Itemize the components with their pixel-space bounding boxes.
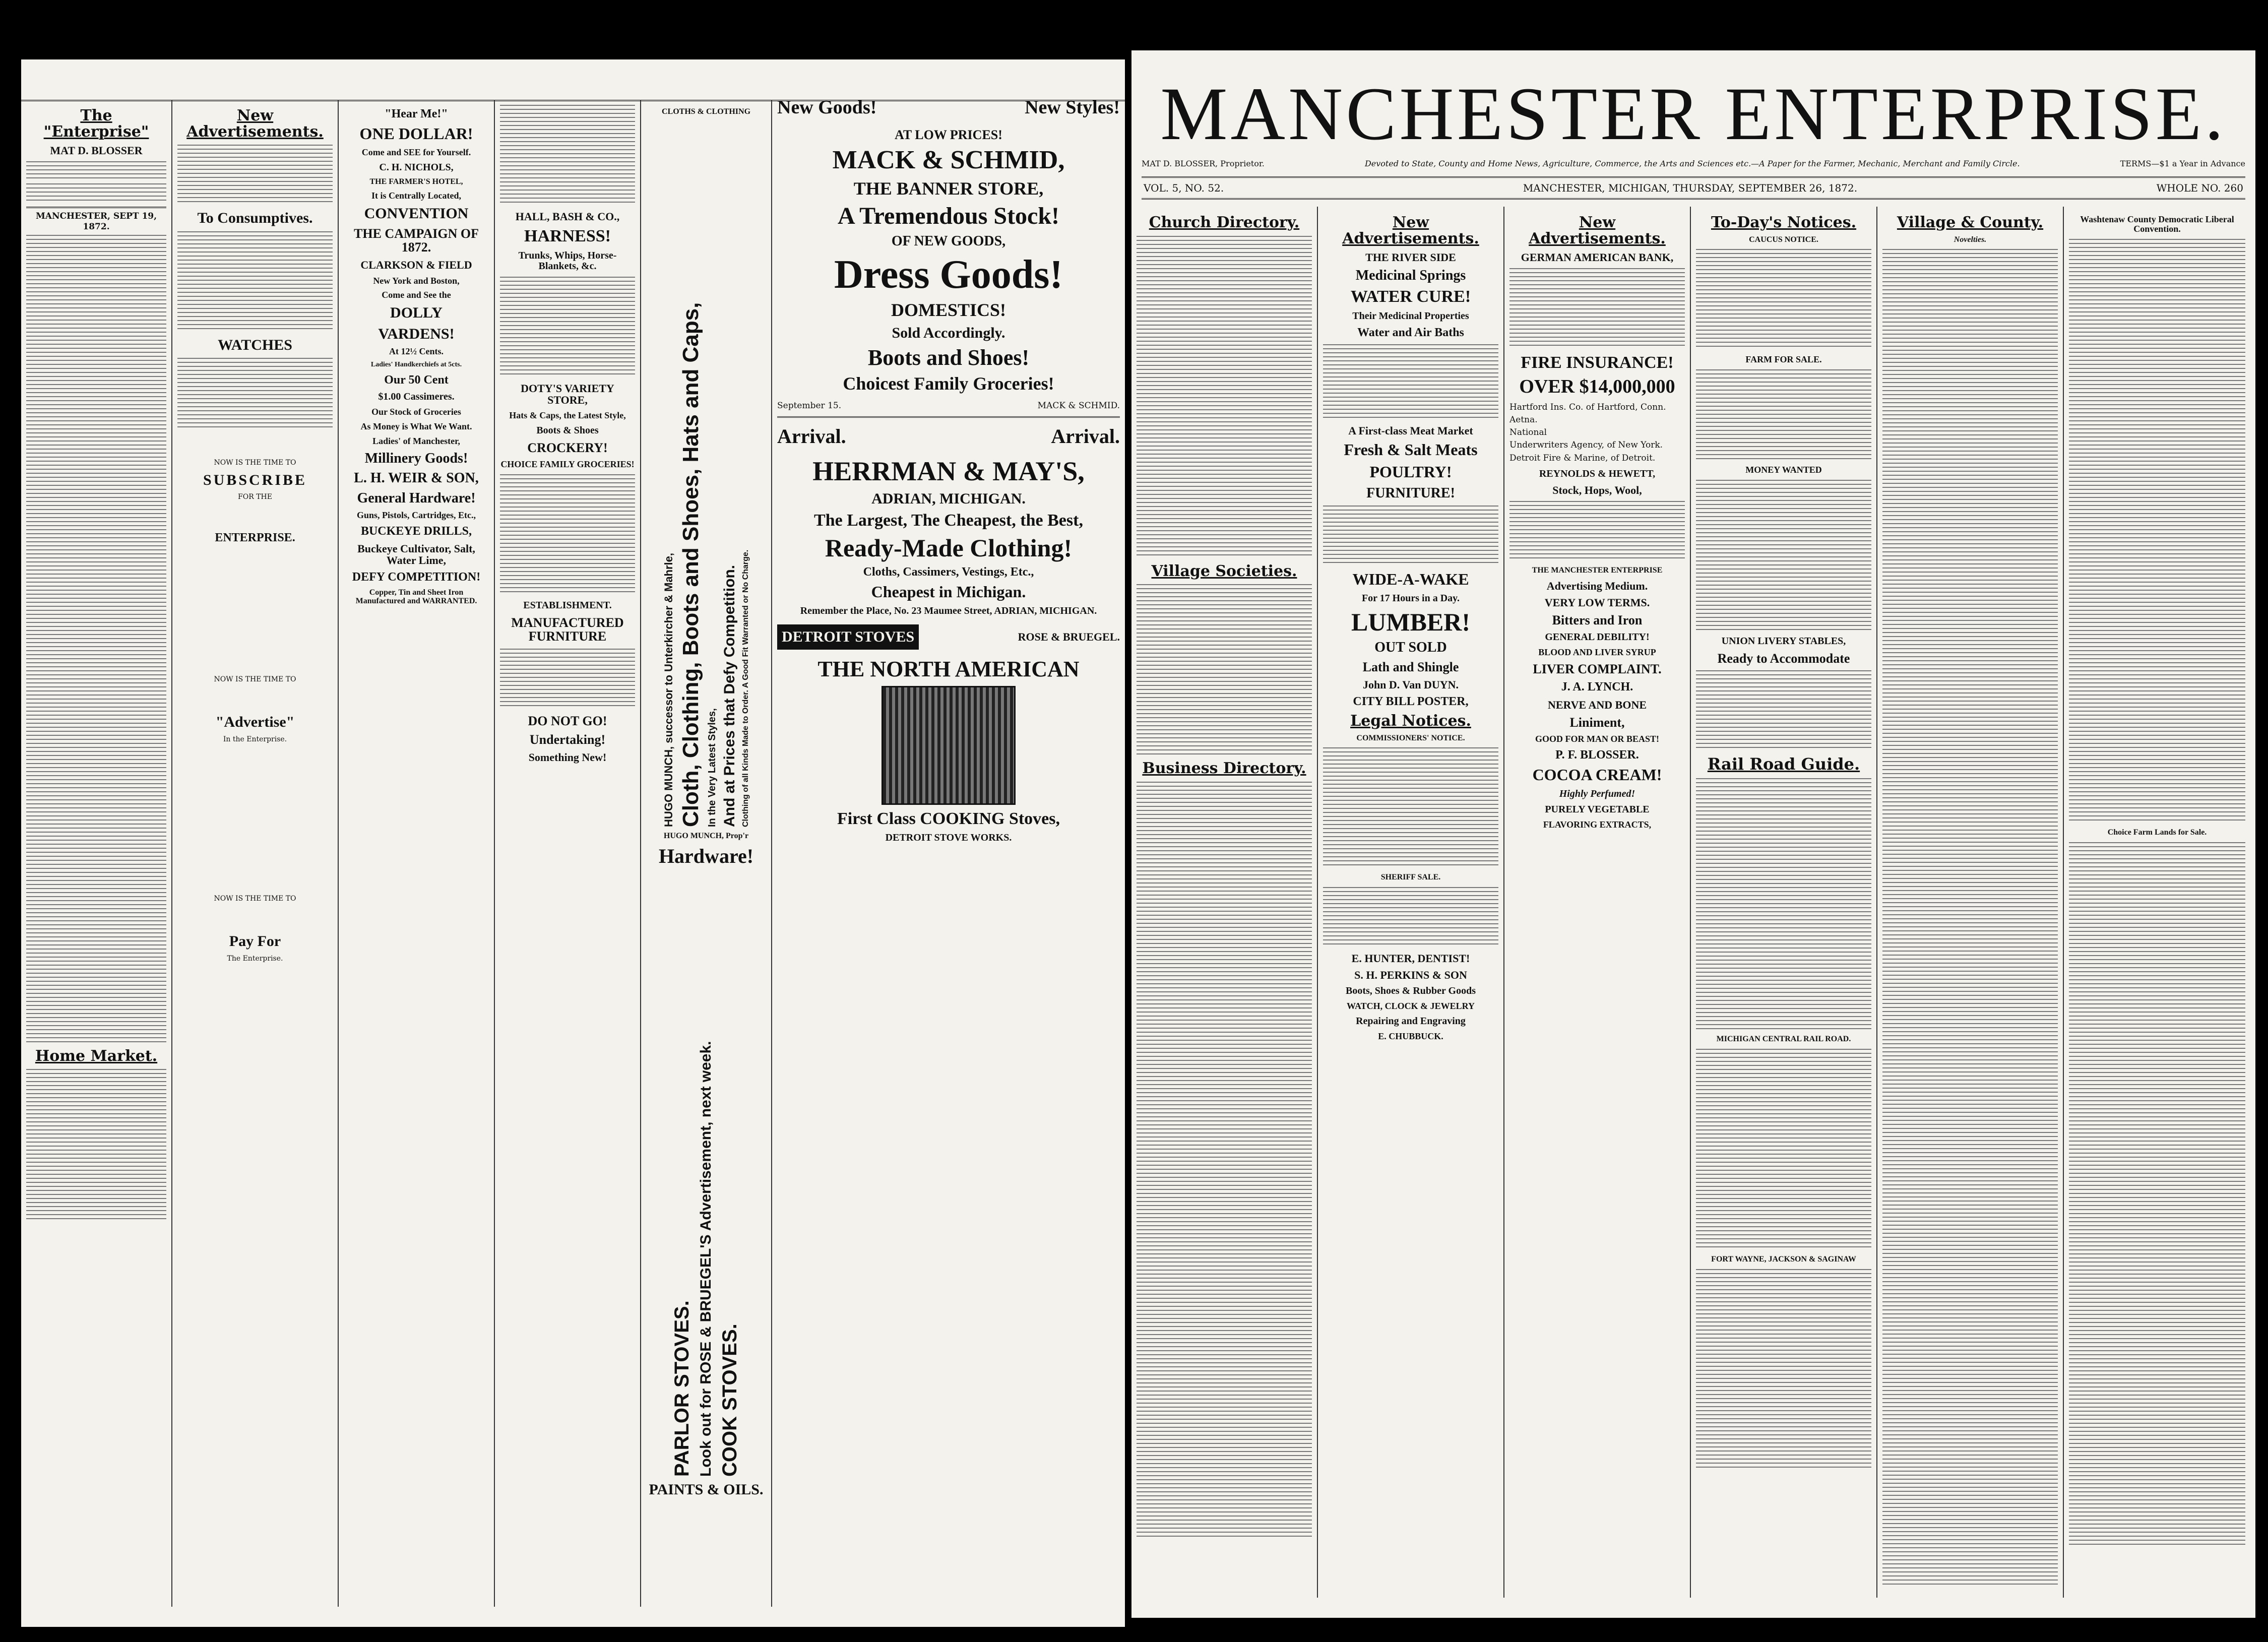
mack-schmid: MACK & SCHMID, bbox=[832, 146, 1065, 175]
defy-competition-vertical: And at Prices that Defy Competition. bbox=[721, 564, 738, 827]
perkins-son: S. H. PERKINS & SON bbox=[1354, 969, 1467, 982]
now-is-time-1: NOW IS THE TIME TO bbox=[214, 459, 296, 467]
ad-text bbox=[1323, 506, 1498, 566]
choice-groceries: CHOICE FAMILY GROCERIES! bbox=[500, 459, 635, 470]
stock-hops-wool: Stock, Hops, Wool, bbox=[1552, 483, 1642, 496]
fort-wayne: FORT WAYNE, JACKSON & SAGINAW bbox=[1711, 1254, 1856, 1264]
weir-son: L. H. WEIR & SON, bbox=[354, 470, 479, 486]
new-goods: New Goods! bbox=[777, 97, 877, 118]
stock-groceries: Our Stock of Groceries bbox=[371, 407, 461, 417]
dolly: DOLLY bbox=[390, 304, 443, 322]
advertising-medium: Advertising Medium. bbox=[1546, 579, 1648, 592]
one-dollar: ONE DOLLAR! bbox=[359, 124, 473, 143]
whole-number: WHOLE NO. 260 bbox=[2156, 182, 2243, 194]
ad-text bbox=[177, 231, 333, 332]
dateline-bar bbox=[1142, 176, 2245, 200]
bitters-iron: Bitters and Iron bbox=[1552, 613, 1643, 627]
clothing-made-vertical: Clothing of all Kinds Made to Order. A Good Fit Warranted or No Charge. bbox=[741, 549, 750, 827]
cloths-clothing-label: CLOTHS & CLOTHING bbox=[661, 107, 751, 116]
farm-for-sale: FARM FOR SALE. bbox=[1745, 354, 1822, 365]
proprietor: MAT D. BLOSSER, Proprietor. bbox=[1142, 159, 1265, 168]
left-column-5 bbox=[641, 100, 772, 1607]
herrman-mays: HERRMAN & MAY'S, bbox=[812, 456, 1085, 486]
convention: CONVENTION bbox=[364, 205, 469, 222]
right-column-4 bbox=[1691, 207, 1877, 1598]
ad-text bbox=[1509, 501, 1685, 561]
now-is-time-2: NOW IS THE TIME TO bbox=[214, 675, 296, 684]
medicinal-springs: Medicinal Springs bbox=[1355, 268, 1466, 284]
village-societies: Village Societies. bbox=[1151, 562, 1297, 580]
caucus-notice: CAUCUS NOTICE. bbox=[1749, 235, 1818, 244]
buckeye-cultivator: Buckeye Cultivator, Salt, Water Lime, bbox=[357, 542, 475, 567]
left-newspaper-page bbox=[21, 59, 1125, 1627]
pf-blosser: P. F. BLOSSER. bbox=[1555, 748, 1639, 762]
hugo-munch-vertical: HUGO MUNCH, successor to Unterkircher & Mahrle, bbox=[662, 552, 675, 827]
low-prices: AT LOW PRICES! bbox=[895, 127, 1002, 142]
manchester-enterprise-ad: THE MANCHESTER ENTERPRISE bbox=[1532, 566, 1663, 575]
tremendous-stock: A Tremendous Stock! bbox=[837, 202, 1060, 229]
right-column-1 bbox=[1131, 207, 1318, 1598]
timetable bbox=[1696, 1049, 1871, 1250]
notice-text bbox=[1696, 670, 1871, 751]
ad-text bbox=[500, 277, 635, 377]
right-column-6 bbox=[2064, 207, 2250, 1598]
money-want: As Money is What We Want. bbox=[360, 421, 472, 431]
general-debility: GENERAL DEBILITY! bbox=[1545, 631, 1650, 643]
ad-text bbox=[500, 474, 635, 595]
aetna: Aetna. bbox=[1509, 414, 1538, 425]
watches-ad: WATCHES bbox=[218, 336, 292, 353]
enterprise-word: ENTERPRISE. bbox=[215, 531, 295, 545]
seventeen-hours: For 17 Hours in a Day. bbox=[1361, 592, 1460, 604]
remember-place: Remember the Place, No. 23 Maumee Street, ADRIAN, MICHIGAN. bbox=[800, 605, 1097, 617]
notice-text bbox=[1696, 480, 1871, 631]
liniment: Liniment, bbox=[1569, 715, 1625, 730]
enterprise-heading: The "Enterprise" bbox=[43, 107, 149, 141]
medicinal-properties: Their Medicinal Properties bbox=[1352, 310, 1469, 322]
church-list bbox=[1137, 236, 1312, 558]
right-column-2 bbox=[1318, 207, 1504, 1598]
ad-text bbox=[500, 649, 635, 709]
right-column-3 bbox=[1504, 207, 1691, 1598]
publisher-name: MAT D. BLOSSER bbox=[50, 144, 143, 157]
right-newspaper-page bbox=[1131, 50, 2255, 1618]
left-column-1 bbox=[21, 100, 172, 1607]
something-new: Something New! bbox=[528, 751, 607, 764]
defy-competition: DEFY COMPETITION! bbox=[352, 571, 481, 584]
masthead: MANCHESTER ENTERPRISE. bbox=[1160, 72, 2227, 156]
dateline: MANCHESTER, MICHIGAN, THURSDAY, SEPTEMBER 26, 1872. bbox=[1523, 182, 1858, 194]
church-directory: Church Directory. bbox=[1149, 214, 1300, 231]
first-class-cooking: First Class COOKING Stoves, bbox=[837, 809, 1060, 828]
twelve-cents: At 12½ Cents. bbox=[389, 346, 444, 357]
dress-goods: Dress Goods! bbox=[834, 252, 1063, 297]
liver-complaint: LIVER COMPLAINT. bbox=[1533, 662, 1662, 677]
tagline-row bbox=[1142, 159, 2245, 168]
out-sold: OUT SOLD bbox=[1374, 640, 1447, 656]
arrival-right: Arrival. bbox=[1051, 424, 1120, 448]
city-bill-poster: CITY BILL POSTER, bbox=[1353, 694, 1469, 708]
detroit-fire-marine: Detroit Fire & Marine, of Detroit. bbox=[1509, 453, 1656, 463]
fifty-cent: Our 50 Cent bbox=[384, 373, 449, 387]
farm-text bbox=[2069, 842, 2245, 1548]
new-styles: New Styles! bbox=[1025, 97, 1120, 118]
nerve-bone: NERVE AND BONE bbox=[1547, 698, 1647, 711]
cloths-cassimers: Cloths, Cassimers, Vestings, Etc., bbox=[863, 565, 1034, 579]
september-15: September 15. bbox=[777, 400, 842, 411]
notice-text bbox=[1696, 369, 1871, 460]
rates-table-cont bbox=[26, 183, 166, 204]
detroit-stove-works: DETROIT STOVE WORKS. bbox=[885, 832, 1012, 844]
commissioners-notice: COMMISSIONERS' NOTICE. bbox=[1356, 733, 1465, 742]
subscribe-word: SUBSCRIBE bbox=[203, 471, 307, 488]
devoted-line: Devoted to State, County and Home News, Agriculture, Commerce, the Arts and Sciences etc.—A Paper for the Farmer, Mechanic, Merchant and Family Circle. bbox=[1364, 159, 2020, 168]
sheriff-sale: SHERIFF SALE. bbox=[1380, 873, 1441, 882]
ad-text bbox=[177, 145, 333, 205]
notice-text bbox=[1696, 249, 1871, 350]
crockery: CROCKERY! bbox=[527, 440, 608, 455]
boots-and-shoes: Boots and Shoes! bbox=[867, 345, 1030, 370]
cheapest-michigan: Cheapest in Michigan. bbox=[871, 583, 1026, 601]
money-wanted: MONEY WANTED bbox=[1745, 465, 1822, 475]
rule bbox=[777, 416, 1120, 418]
now-is-time-3: NOW IS THE TIME TO bbox=[214, 895, 296, 903]
hardware-heading: Hardware! bbox=[658, 844, 754, 867]
home-market-heading: Home Market. bbox=[35, 1047, 158, 1065]
reynolds-hewett: REYNOLDS & HEWETT, bbox=[1539, 468, 1656, 479]
hugo-prop: HUGO MUNCH, Prop'r bbox=[663, 831, 749, 840]
choicest-groceries: Choicest Family Groceries! bbox=[843, 373, 1054, 394]
chubbuck: E. CHUBBUCK. bbox=[1378, 1031, 1443, 1042]
advertise-word: "Advertise" bbox=[215, 714, 295, 731]
river-side: THE RIVER SIDE bbox=[1365, 251, 1456, 264]
volume-number: VOL. 5, NO. 52. bbox=[1144, 182, 1224, 194]
detroit-stoves-logo: DETROIT STOVES bbox=[777, 624, 919, 650]
underwriters: Underwriters Agency, of New York. bbox=[1509, 440, 1663, 451]
lynch: J. A. LYNCH. bbox=[1561, 680, 1633, 694]
hear-me: "Hear Me!" bbox=[385, 107, 448, 120]
good-man-beast: GOOD FOR MAN OR BEAST! bbox=[1535, 734, 1659, 744]
banner-store: THE BANNER STORE, bbox=[853, 178, 1044, 199]
issue-date-line: MANCHESTER, SEPT 19, 1872. bbox=[35, 211, 157, 232]
legal-text bbox=[1323, 887, 1498, 948]
cocoa-cream: COCOA CREAM! bbox=[1532, 766, 1662, 784]
timetable bbox=[1696, 778, 1871, 1030]
ready-made-clothing: Ready-Made Clothing! bbox=[825, 533, 1073, 562]
farmers-hotel: THE FARMER'S HOTEL, bbox=[369, 177, 463, 186]
new-ads-heading-2: New Advertisements. bbox=[1342, 214, 1479, 247]
the-enterprise: The Enterprise. bbox=[227, 954, 283, 963]
guns-pistols: Guns, Pistols, Cartridges, Etc., bbox=[357, 510, 476, 520]
adrian-michigan: ADRIAN, MICHIGAN. bbox=[871, 490, 1026, 507]
sold-accordingly: Sold Accordingly. bbox=[892, 325, 1005, 342]
trunks-whips: Trunks, Whips, Horse-Blankets, &c. bbox=[518, 249, 617, 272]
novelties: Novelties. bbox=[1954, 235, 1987, 244]
rose-bruegel-vertical: Look out for ROSE & BRUEGEL'S Advertisement, next week. bbox=[698, 1041, 714, 1477]
flavoring-extracts: FLAVORING EXTRACTS, bbox=[1543, 819, 1652, 830]
ad-text bbox=[1509, 268, 1685, 349]
boots-shoes: Boots & Shoes bbox=[536, 424, 599, 436]
village-county: Village & County. bbox=[1897, 214, 2044, 231]
todays-notices: To-Day's Notices. bbox=[1711, 214, 1857, 231]
purely-vegetable: PURELY VEGETABLE bbox=[1545, 803, 1650, 815]
ad-text bbox=[177, 358, 333, 428]
blood-liver-syrup: BLOOD AND LIVER SYRUP bbox=[1538, 647, 1656, 658]
paints-oils: PAINTS & OILS. bbox=[649, 1481, 764, 1498]
michigan-central: MICHIGAN CENTRAL RAIL ROAD. bbox=[1716, 1034, 1851, 1043]
rates-table bbox=[26, 161, 166, 181]
lumber: LUMBER! bbox=[1351, 607, 1471, 636]
hunter-dentist: E. HUNTER, DENTIST! bbox=[1351, 952, 1470, 965]
fresh-salt-meats: Fresh & Salt Meats bbox=[1344, 440, 1478, 459]
legal-notices: Legal Notices. bbox=[1350, 712, 1471, 730]
campaign-1872: THE CAMPAIGN OF 1872. bbox=[354, 226, 479, 255]
left-column-3 bbox=[339, 100, 495, 1607]
arrival-left: Arrival. bbox=[777, 424, 846, 448]
german-american-bank: GERMAN AMERICAN BANK, bbox=[1521, 251, 1674, 264]
left-column-2 bbox=[172, 100, 339, 1607]
timetable bbox=[1696, 1269, 1871, 1471]
in-the-enterprise: In the Enterprise. bbox=[223, 735, 287, 743]
hats-caps: Hats & Caps, the Latest Style, bbox=[509, 410, 626, 420]
parlor-stoves-vertical: PARLOR STOVES. bbox=[671, 1300, 693, 1477]
water-air-baths: Water and Air Baths bbox=[1357, 326, 1464, 340]
very-low-terms: VERY LOW TERMS. bbox=[1544, 596, 1650, 609]
business-directory: Business Directory. bbox=[1142, 760, 1306, 777]
nichols: C. H. NICHOLS, bbox=[379, 161, 454, 173]
rose-bruegel: ROSE & BRUEGEL. bbox=[1018, 630, 1120, 644]
national: National bbox=[1509, 427, 1547, 438]
dotys-store: DOTY'S VARIETY STORE, bbox=[521, 382, 614, 406]
come-and-see: Come and SEE for Yourself. bbox=[361, 147, 471, 157]
new-ads-heading-3: New Advertisements. bbox=[1529, 214, 1666, 247]
union-livery: UNION LIVERY STABLES, bbox=[1721, 636, 1846, 647]
new-york-boston: New York and Boston, bbox=[373, 275, 460, 286]
over-fourteen-million: OVER $14,000,000 bbox=[1519, 375, 1675, 397]
water-cure: WATER CURE! bbox=[1350, 287, 1471, 306]
left-column-4 bbox=[495, 100, 641, 1607]
rule bbox=[26, 207, 166, 208]
millinery-goods: Millinery Goods! bbox=[364, 450, 468, 466]
clarkson-field: CLARKSON & FIELD bbox=[360, 259, 472, 272]
establishment: ESTABLISHMENT. bbox=[523, 600, 612, 611]
buckeye-drills: BUCKEYE DRILLS, bbox=[360, 524, 472, 538]
business-list bbox=[1137, 782, 1312, 1538]
watch-clock: WATCH, CLOCK & JEWELRY bbox=[1346, 1001, 1475, 1012]
legal-text bbox=[1323, 747, 1498, 868]
fire-insurance: FIRE INSURANCE! bbox=[1521, 353, 1674, 372]
democratic-convention: Washtenaw County Democratic Liberal Convention. bbox=[2080, 214, 2234, 234]
van-duyn: John D. Van DUYN. bbox=[1362, 678, 1459, 691]
furniture: FURNITURE! bbox=[1366, 485, 1455, 501]
copper-tin: Copper, Tin and Sheet Iron Manufactured and WARRANTED. bbox=[355, 588, 477, 606]
north-american: THE NORTH AMERICAN bbox=[817, 656, 1080, 681]
market-prices bbox=[26, 1069, 166, 1220]
ladies-handkerchiefs: Ladies' Handkerchiefs at 5cts. bbox=[370, 361, 462, 369]
domestics: DOMESTICS! bbox=[891, 300, 1006, 321]
local-news-text bbox=[26, 235, 166, 688]
undertaking: Undertaking! bbox=[529, 732, 606, 747]
right-column-5 bbox=[1877, 207, 2064, 1598]
come-see-the: Come and See the bbox=[382, 290, 451, 300]
highly-perfumed: Highly Perfumed! bbox=[1559, 788, 1635, 799]
convention-text bbox=[2069, 239, 2245, 824]
general-hardware: General Hardware! bbox=[357, 490, 476, 506]
largest-cheapest: The Largest, The Cheapest, the Best, bbox=[814, 511, 1083, 530]
cloth-clothing-vertical: Cloth, Clothing, Boots and Shoes, Hats and Caps, bbox=[678, 302, 703, 827]
boots-rubber: Boots, Shoes & Rubber Goods bbox=[1345, 985, 1476, 997]
choice-farm-lands: Choice Farm Lands for Sale. bbox=[2107, 828, 2207, 837]
lath-shingle: Lath and Shingle bbox=[1362, 659, 1459, 674]
ad-text bbox=[1323, 344, 1498, 420]
repairing-engraving: Repairing and Engraving bbox=[1356, 1016, 1466, 1027]
mack-schmid-sign: MACK & SCHMID. bbox=[1037, 400, 1120, 411]
hartford: Hartford Ins. Co. of Hartford, Conn. bbox=[1509, 402, 1666, 412]
manufactured-furniture: MANUFACTURED FURNITURE bbox=[511, 615, 624, 644]
for-the: FOR THE bbox=[238, 493, 272, 501]
hall-bash: HALL, BASH & CO., bbox=[515, 210, 620, 223]
do-not-go: DO NOT GO! bbox=[528, 713, 607, 728]
left-column-6 bbox=[772, 90, 1125, 1607]
cook-stoves-vertical: COOK STOVES. bbox=[719, 1323, 741, 1477]
new-ads-heading: New Advertisements. bbox=[186, 107, 324, 141]
ladies-manchester: Ladies' of Manchester, bbox=[372, 435, 460, 446]
latest-styles-vertical: In the Very Latest Styles, bbox=[706, 708, 718, 827]
local-news-text-2 bbox=[26, 690, 166, 1043]
vardens: VARDENS! bbox=[378, 325, 455, 342]
ready-to-accommodate: Ready to Accommodate bbox=[1717, 651, 1850, 666]
local-news-body bbox=[1882, 249, 2058, 1585]
consumptives-ad: To Consumptives. bbox=[197, 210, 313, 226]
centrally-located: It is Centrally Located, bbox=[371, 191, 461, 201]
terms: TERMS—$1 a Year in Advance bbox=[2120, 159, 2245, 168]
rail-road-guide: Rail Road Guide. bbox=[1707, 754, 1860, 774]
poultry: POULTRY! bbox=[1369, 463, 1452, 481]
societies-list bbox=[1137, 584, 1312, 755]
cassimeres: $1.00 Cassimeres. bbox=[378, 391, 455, 403]
pay-for-word: Pay For bbox=[229, 933, 281, 950]
meat-market: A First-class Meat Market bbox=[1348, 424, 1473, 437]
wide-a-wake: WIDE-A-WAKE bbox=[1352, 570, 1469, 589]
ad-text bbox=[500, 105, 635, 206]
new-goods-of: OF NEW GOODS, bbox=[891, 233, 1006, 249]
stove-illustration bbox=[881, 686, 1016, 805]
harness: HARNESS! bbox=[524, 227, 611, 246]
